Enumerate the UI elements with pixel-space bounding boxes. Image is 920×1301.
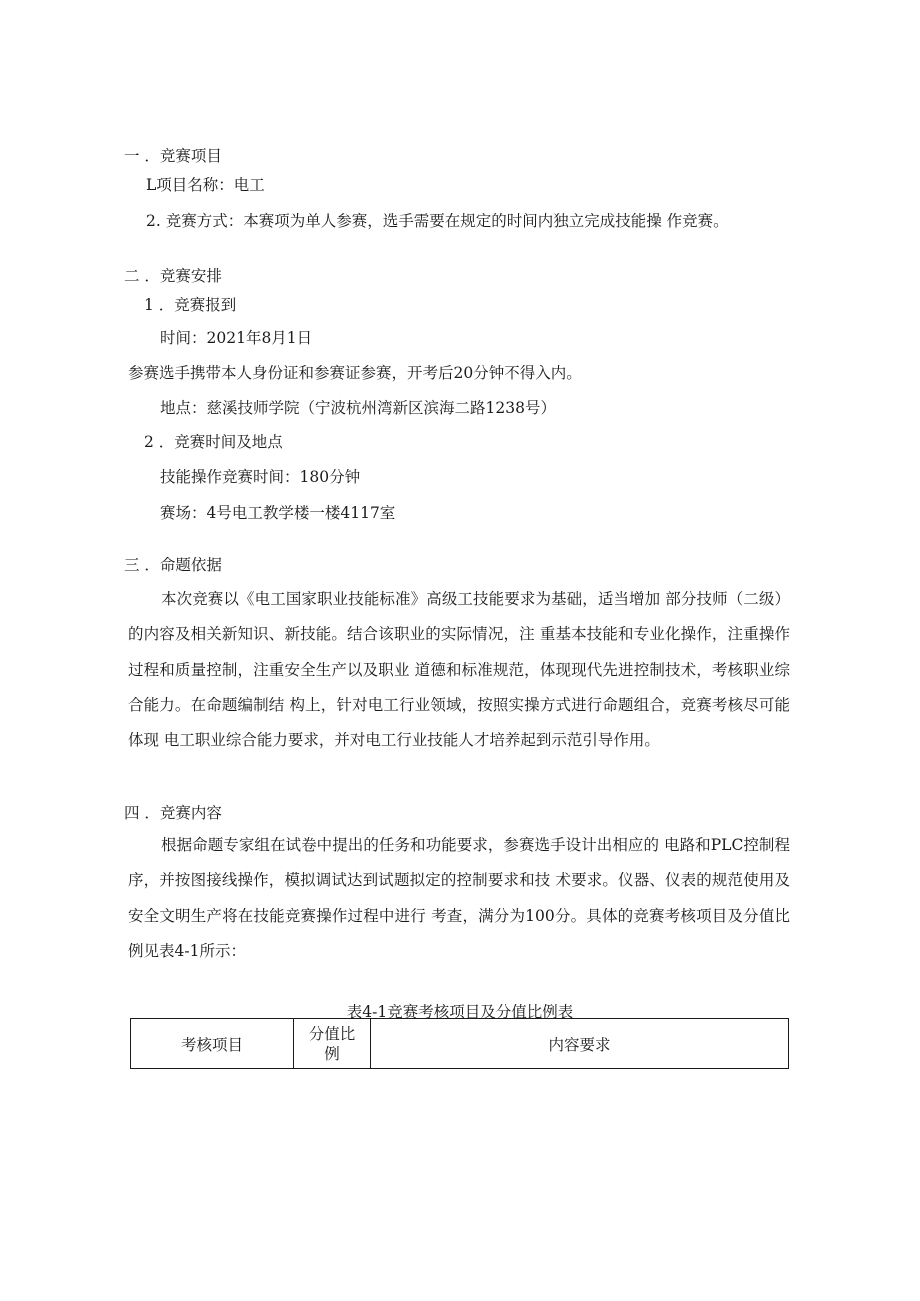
section2-heading: 二 ．竞赛安排 (124, 267, 222, 285)
registration-time: 时间：2021年8月1日 (160, 329, 313, 347)
time-place-subheading: 2 ．竞赛时间及地点 (144, 433, 283, 451)
section4-body: 根据命题专家组在试卷中提出的任务和功能要求，参赛选手设计出相应的 电路和PLC控制程序，并按图接线操作，模拟调试达到试题拟定的控制要求和技 术要求。仪器、仪表的规范使用及安全文明生产将在技能竞赛操作过程中进行 考查，满分为100分。具体的竞赛考核项目及分值比例见表4-1所示： (128, 836, 790, 960)
project-name: L项目名称：电工 (146, 176, 265, 194)
section3-body: 本次竞赛以《电工国家职业技能标准》高级工技能要求为基础，适当增加 部分技师（二级）的内容及相关新知识、新技能。结合该职业的实际情况，注 重基本技能和专业化操作，注重操作过程和质量控制，注重安全生产以及职业 道德和标准规范，体现现代先进控制技术，考核职业综合能力。在命题编制结 构上，针对电工行业领域，按照实操方式进行命题组合，竞赛考核尽可能体现 电工职业综合能力要求，并对电工行业技能人才培养起到示范引导作用。 (128, 590, 790, 750)
registration-subheading: 1 ．竞赛报到 (144, 296, 237, 314)
competition-venue: 赛场：4号电工教学楼一楼4117室 (160, 504, 396, 522)
col-score-ratio-line2: 例 (324, 1044, 340, 1063)
competition-duration: 技能操作竞赛时间：180分钟 (160, 468, 361, 486)
section1-heading: 一 ．竞赛项目 (124, 147, 222, 165)
registration-place: 地点：慈溪技师学院（宁波杭州湾新区滨海二路1238号） (160, 399, 556, 417)
score-table (130, 1018, 789, 1069)
table-header-row (131, 1019, 789, 1069)
section3-heading: 三 ．命题依据 (124, 556, 222, 574)
section4-heading: 四 ．竞赛内容 (124, 804, 222, 822)
col-score-ratio (294, 1019, 371, 1069)
competition-format: 2. 竞赛方式：本赛项为单人参赛，选手需要在规定的时间内独立完成技能操 作竞赛。 (146, 212, 729, 230)
col-requirements: 内容要求 (371, 1019, 789, 1069)
col-score-ratio-line1: 分值比 (308, 1024, 356, 1043)
table-caption: 表4-1竞赛考核项目及分值比例表 (346, 1003, 574, 1021)
registration-note: 参赛选手携带本人身份证和参赛证参赛，开考后20分钟不得入内。 (128, 364, 582, 382)
col-project: 考核项目 (131, 1019, 294, 1069)
